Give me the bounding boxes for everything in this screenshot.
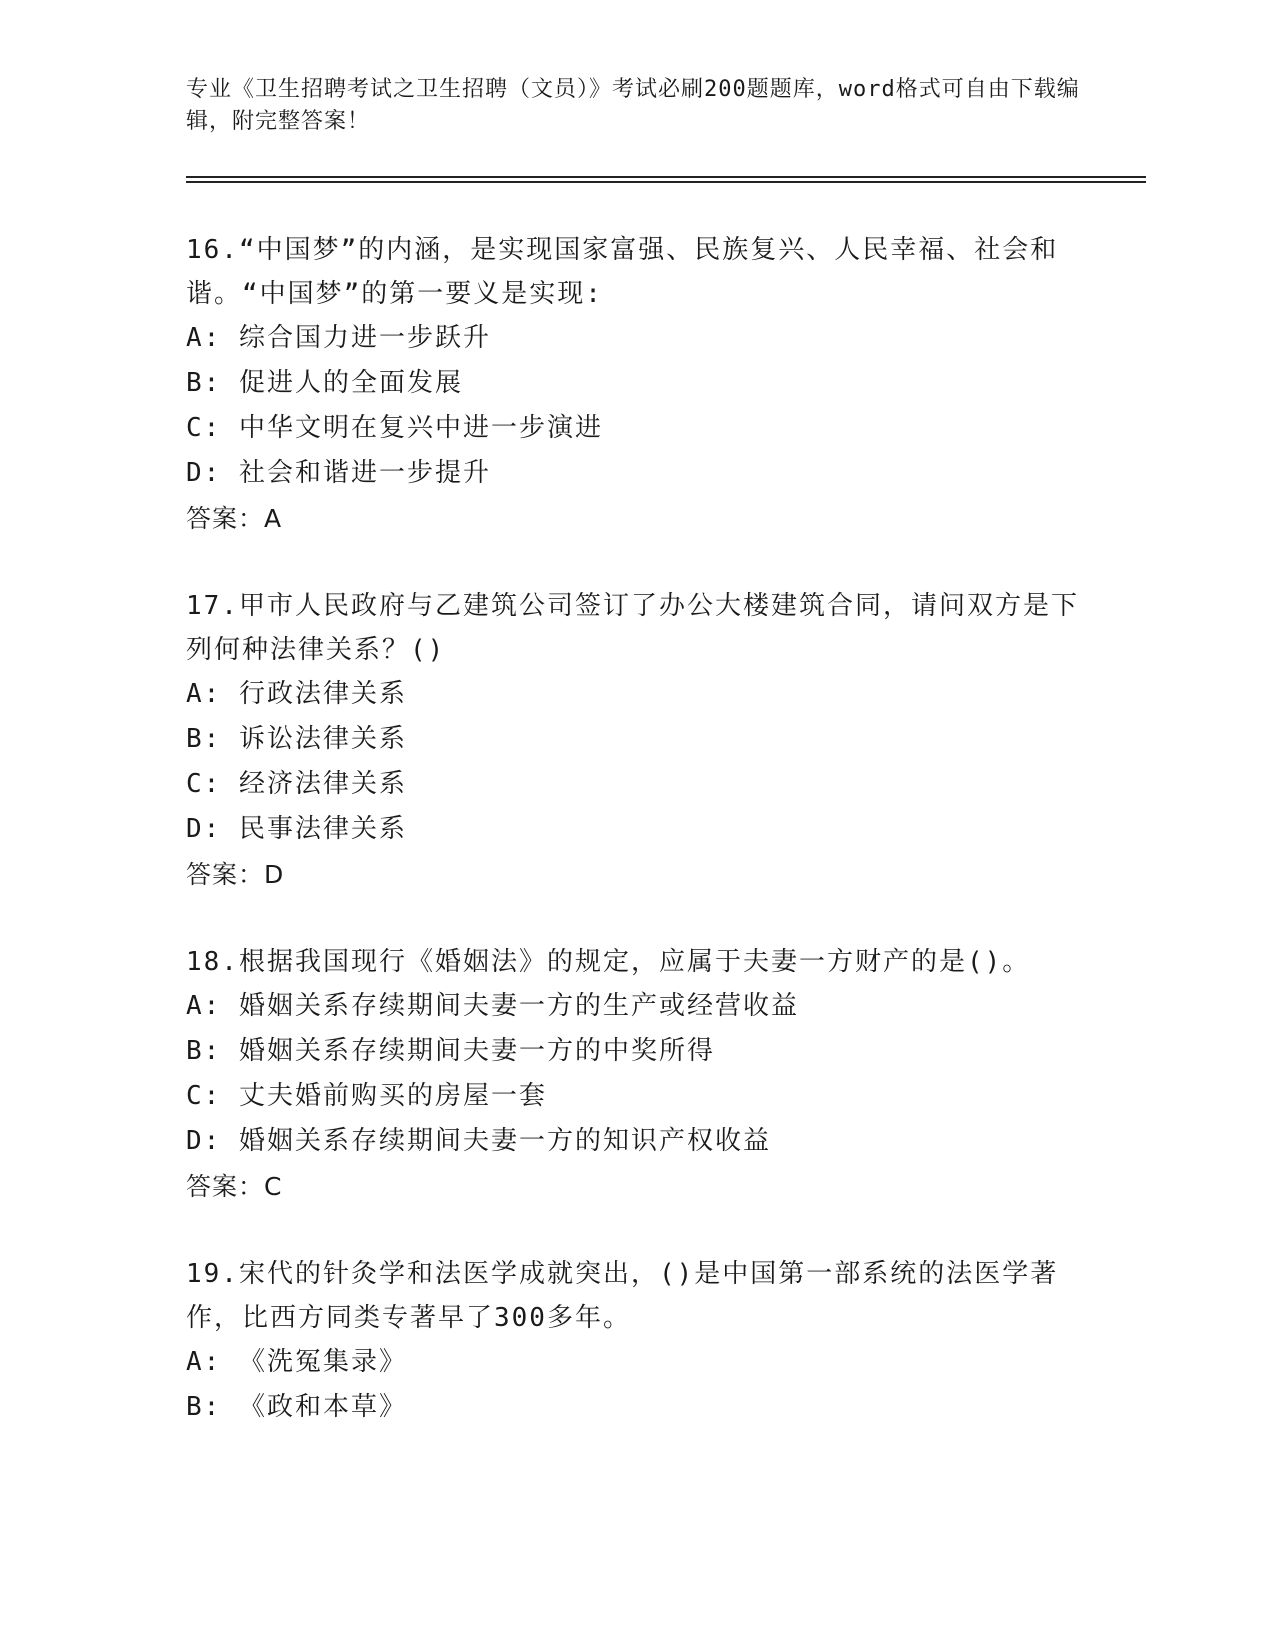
question-16 — [186, 228, 1086, 542]
option-b: B: 促进人的全面发展 — [186, 368, 463, 398]
question-17 — [186, 584, 1086, 898]
question-18 — [186, 940, 1086, 1210]
option-a: A: 行政法律关系 — [186, 679, 407, 709]
answer-line: 答案：A — [186, 504, 283, 533]
option-a: A: 综合国力进一步跃升 — [186, 323, 491, 353]
question-stem: 16.“中国梦”的内涵，是实现国家富强、民族复兴、人民幸福、社会和谐。“中国梦”的第一要义是实现: — [186, 235, 1059, 309]
divider-line-top — [186, 176, 1146, 178]
divider-line-bottom — [186, 181, 1146, 183]
option-d: D: 社会和谐进一步提升 — [186, 458, 491, 488]
question-list — [186, 228, 1086, 1472]
option-a: A: 《洗冤集录》 — [186, 1347, 407, 1377]
option-b: B: 《政和本草》 — [186, 1392, 407, 1422]
option-b: B: 婚姻关系存续期间夫妻一方的中奖所得 — [186, 1036, 715, 1066]
question-stem: 19.宋代的针灸学和法医学成就突出，()是中国第一部系统的法医学著作，比西方同类专著早了300多年。 — [186, 1259, 1059, 1333]
question-stem: 18.根据我国现行《婚姻法》的规定，应属于夫妻一方财产的是()。 — [186, 947, 1031, 977]
option-c: C: 丈夫婚前购买的房屋一套 — [186, 1081, 547, 1111]
option-d: D: 民事法律关系 — [186, 814, 407, 844]
option-b: B: 诉讼法律关系 — [186, 724, 407, 754]
option-c: C: 中华文明在复兴中进一步演进 — [186, 413, 603, 443]
document-header: 专业《卫生招聘考试之卫生招聘（文员）》考试必刷200题题库，word格式可自由下载编辑，附完整答案！ — [186, 77, 1080, 134]
option-a: A: 婚姻关系存续期间夫妻一方的生产或经营收益 — [186, 991, 799, 1021]
question-19 — [186, 1252, 1086, 1430]
question-stem: 17.甲市人民政府与乙建筑公司签订了办公大楼建筑合同，请问双方是下列何种法律关系？() — [186, 591, 1079, 665]
option-d: D: 婚姻关系存续期间夫妻一方的知识产权收益 — [186, 1126, 771, 1156]
header-divider — [186, 176, 1146, 183]
answer-line: 答案：D — [186, 860, 285, 889]
answer-line: 答案：C — [186, 1172, 283, 1201]
option-c: C: 经济法律关系 — [186, 769, 407, 799]
